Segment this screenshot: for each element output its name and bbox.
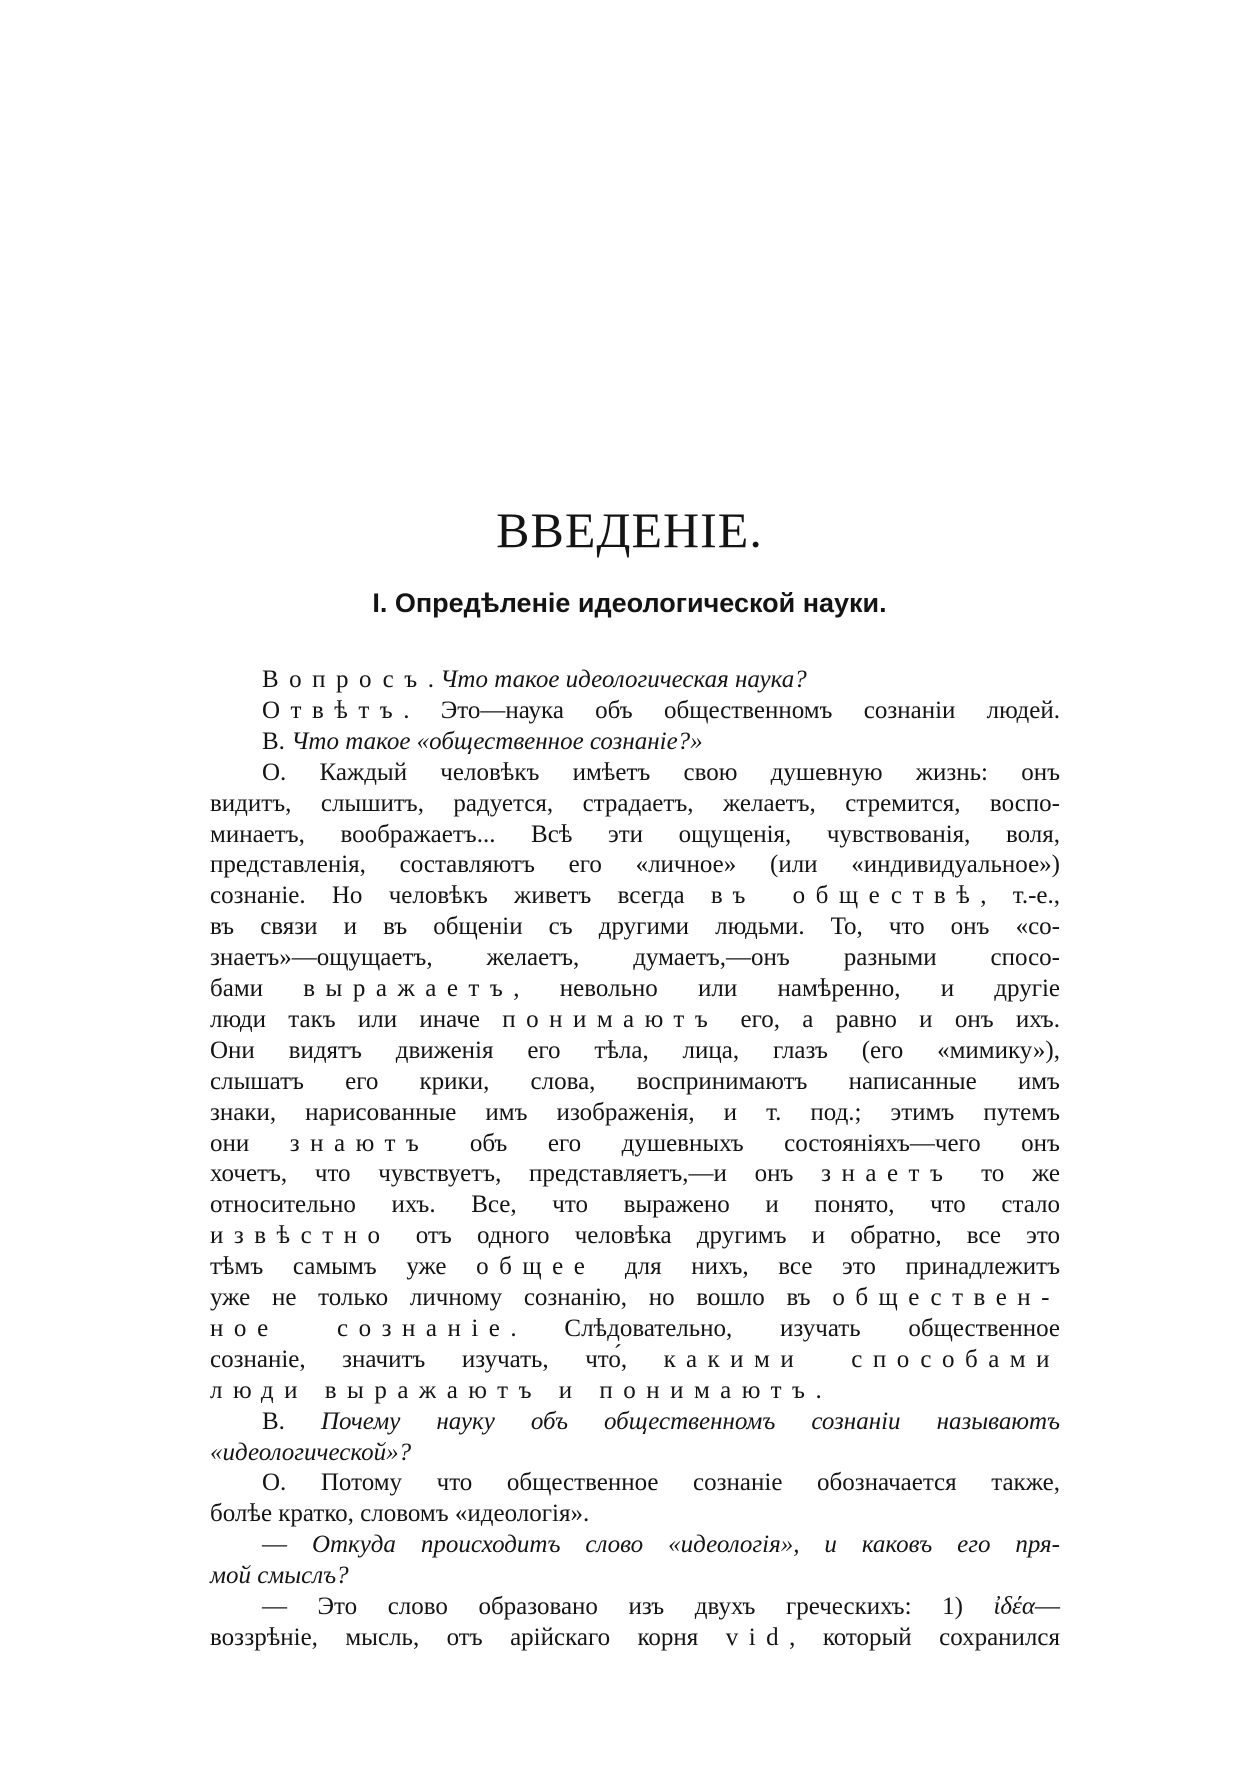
text-line	[210, 818, 1060, 852]
text-line	[262, 1466, 1060, 1500]
text-run: хочетъ, что чувствуетъ, представляетъ,—и онъ	[210, 1160, 822, 1188]
text-line	[262, 725, 1060, 759]
text-run: —	[262, 1531, 312, 1559]
spaced-emphasis: Вопросъ	[262, 666, 428, 693]
spaced-emphasis: Отвѣтъ	[262, 696, 404, 724]
text-run: , который сохранился	[789, 1623, 1060, 1651]
text-line	[210, 848, 1060, 882]
spaced-emphasis: выражаетъ	[303, 975, 514, 1002]
text-run: В.	[262, 1407, 321, 1435]
spaced-emphasis: извѣстно	[210, 1222, 391, 1250]
text-line	[210, 1343, 1060, 1377]
text-run: .	[815, 1376, 822, 1404]
text-line	[210, 1096, 1060, 1130]
text-run: слышатъ его крики, слова, воспринимаютъ написанные имъ	[210, 1067, 1060, 1095]
text-run: тѣмъ самымъ уже	[210, 1253, 477, 1281]
text-run: для нихъ, все это принадлежитъ	[595, 1253, 1060, 1281]
spaced-emphasis: vid	[725, 1623, 790, 1651]
text-line	[262, 663, 1060, 697]
chapter-title: ВВЕДЕНІЕ.	[496, 502, 763, 558]
text-line	[210, 910, 1060, 944]
text-run: . Слѣдовательно, изучать общественное	[510, 1314, 1060, 1342]
text-line	[210, 1621, 1060, 1655]
text-line	[210, 1219, 1060, 1253]
spaced-emphasis: ное сознаніе	[210, 1314, 511, 1342]
spaced-emphasis: общее	[476, 1253, 596, 1281]
text-line	[262, 1528, 1060, 1562]
text-line	[210, 879, 1060, 913]
text-line	[262, 756, 1060, 790]
italic-phrase: Почему науку объ общественномъ сознаніи называютъ	[320, 1407, 1060, 1435]
text-run: воззрѣніе, мысль, отъ арійскаго корня	[210, 1623, 726, 1651]
section-title: I. Опредѣленіе идеологической науки.	[372, 588, 887, 618]
text-run: въ связи и въ общеніи съ другими людьми. То, что онъ «со-	[210, 913, 1060, 941]
text-run: видитъ, слышитъ, радуется, страдаетъ, желаетъ, стремится, воспо-	[210, 789, 1060, 817]
text-line	[210, 1497, 1060, 1531]
text-run: О. Каждый человѣкъ имѣетъ свою душевную жизнь: онъ	[262, 758, 1060, 786]
spaced-emphasis: въ обществѣ	[710, 882, 981, 910]
text-run: сознаніе. Но человѣкъ живетъ всегда	[210, 882, 711, 910]
text-run: минаетъ, воображаетъ... Всѣ эти ощущенія, чувствованія, воля,	[210, 820, 1060, 848]
spaced-emphasis: люди выражаютъ и понимаютъ	[210, 1376, 816, 1404]
spaced-emphasis: понимаютъ	[502, 1005, 719, 1033]
text-run: отъ одного человѣка другимъ и обратно, все это	[390, 1222, 1060, 1250]
text-run: объ его душевныхъ состояніяхъ—чего онъ	[429, 1129, 1060, 1157]
text-run: то же	[953, 1160, 1060, 1188]
text-line	[210, 1250, 1060, 1284]
text-line	[210, 1003, 1060, 1037]
text-line	[262, 1405, 1060, 1439]
text-run: —	[1035, 1593, 1060, 1620]
spaced-emphasis: какими способами	[663, 1345, 1061, 1373]
italic-phrase: мой смыслъ?	[210, 1562, 349, 1590]
text-line	[210, 1188, 1060, 1222]
text-line	[262, 1590, 1060, 1624]
text-line	[210, 1312, 1060, 1346]
text-line	[210, 1127, 1060, 1161]
text-run: представленія, составляютъ его «личное» (или «индивидуальное»)	[210, 851, 1060, 879]
text-line	[210, 941, 1060, 975]
text-line	[210, 1281, 1060, 1315]
text-run: знаки, нарисованные имъ изображенія, и т. под.; этимъ путемъ	[210, 1098, 1060, 1126]
text-run: Они видятъ движенія его тѣла, лица, глазъ (его «мимику»),	[210, 1036, 1060, 1064]
text-run: знаетъ»—ощущаетъ, желаетъ, думаетъ,—онъ разными спосо-	[210, 944, 1060, 972]
spaced-emphasis: обществен-	[832, 1284, 1060, 1311]
text-run: .	[427, 666, 441, 693]
text-run: В.	[262, 727, 292, 755]
text-line	[210, 972, 1060, 1006]
text-run: . Это—наука объ общественномъ сознаніи людей.	[403, 696, 1060, 724]
text-line	[210, 787, 1060, 821]
text-run: О. Потому что общественное сознаніе обозначается также,	[262, 1469, 1060, 1497]
italic-phrase: Что такое «общественное сознаніе?»	[291, 727, 703, 755]
spaced-emphasis: знаетъ	[821, 1160, 954, 1188]
text-run: , т.-е.,	[980, 882, 1061, 910]
text-run: относительно ихъ. Все, что выражено и понято, что стало	[210, 1191, 1060, 1219]
text-line	[210, 1065, 1060, 1099]
text-line	[210, 1157, 1060, 1191]
text-run: люди такъ или иначе	[210, 1005, 503, 1033]
text-line	[210, 1436, 1060, 1470]
italic-phrase: ἰδέα	[993, 1593, 1035, 1620]
text-run: болѣе кратко, словомъ «идеологія».	[210, 1500, 590, 1528]
text-line	[262, 694, 1060, 728]
text-run: бами	[210, 975, 304, 1002]
text-run: уже не только личному сознанію, но вошло въ	[210, 1284, 833, 1311]
text-line	[210, 1374, 1060, 1408]
italic-phrase: Откуда происходитъ слово «идеологія», и каковъ его пря-	[311, 1531, 1060, 1559]
text-run: сознаніе, значитъ изучать, что́,	[210, 1345, 664, 1373]
text-run: они	[210, 1129, 290, 1157]
italic-phrase: «идеологической»?	[210, 1438, 412, 1466]
text-run: , невольно или намѣренно, и другіе	[513, 975, 1060, 1002]
italic-phrase: Что такое идеологическая наука?	[440, 666, 807, 693]
text-line	[210, 1559, 1060, 1593]
text-run: его, а равно и онъ ихъ.	[718, 1005, 1060, 1033]
spaced-emphasis: знаютъ	[289, 1129, 430, 1157]
text-run: — Это слово образовано изъ двухъ греческихъ: 1)	[262, 1593, 994, 1620]
text-line	[210, 1034, 1060, 1068]
